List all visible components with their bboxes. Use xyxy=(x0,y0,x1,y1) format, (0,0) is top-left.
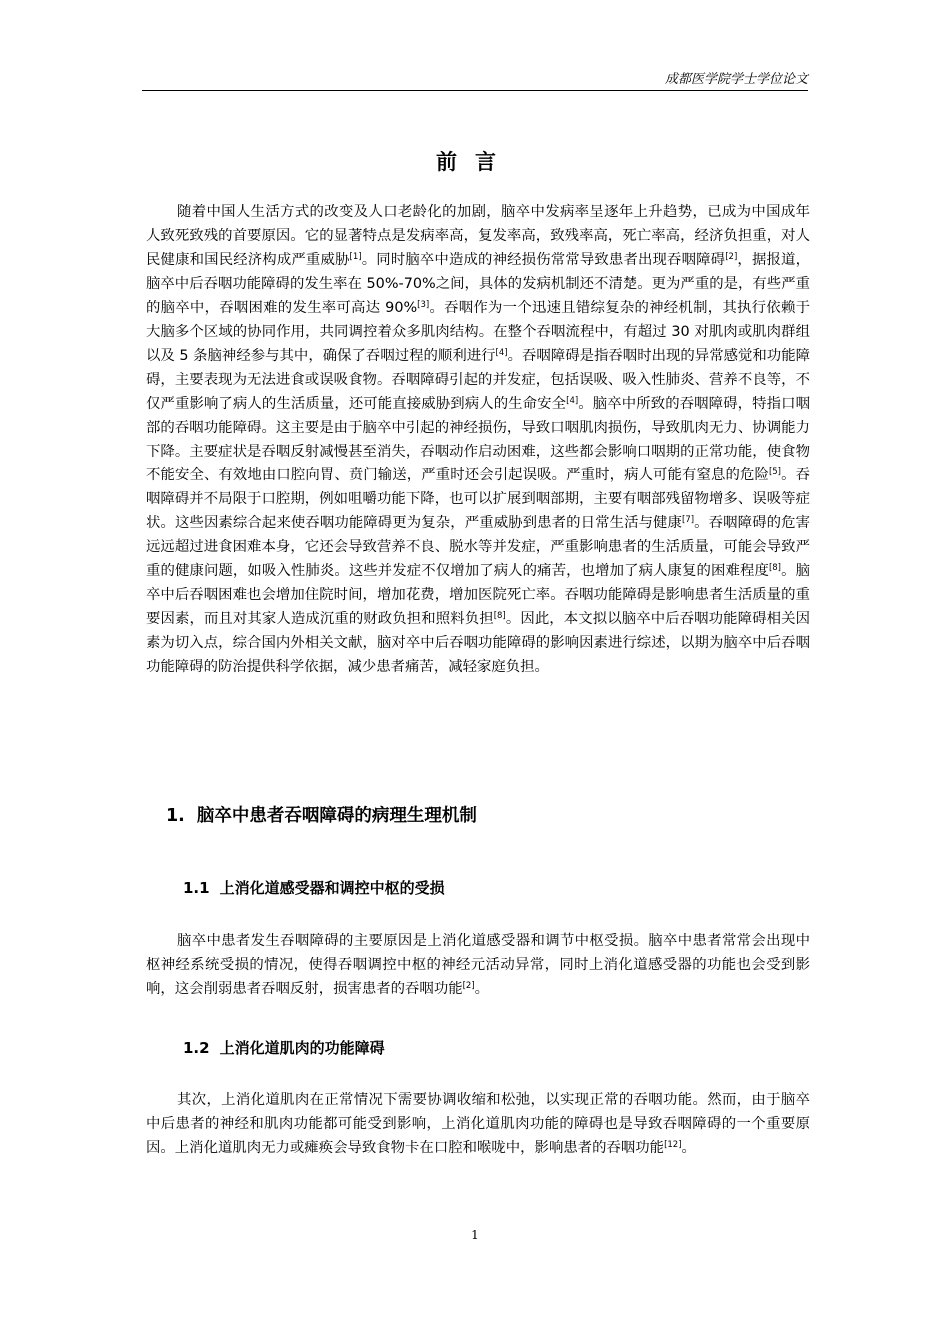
text-run: 。吞咽作为一个迅速且错综复杂的神经机制，其执行依赖于大脑多个区域的协同作用，共同调控着众多肌肉结构。在整个吞咽流程中，有超过 30 对肌肉或肌肉群组以及 5 条脑神经参与其中，确保了吞咽过程的顺利进行 xyxy=(146,299,810,364)
section-1-2-heading xyxy=(183,1037,385,1058)
text-run: 。同时脑卒中造成的神经损伤常常导致患者出现吞咽障碍 xyxy=(361,251,726,268)
section-1-number: 1. xyxy=(166,806,185,826)
section-1-2-title: 上消化道肌肉的功能障碍 xyxy=(219,1039,385,1057)
citation-marker: [2] xyxy=(725,251,738,262)
intro-section xyxy=(146,201,810,680)
text-run: 。脑卒中所致的吞咽障碍，特指口咽部的吞咽功能障碍。这主要是由于脑卒中引起的神经损伤，导致口咽肌肉损伤，导致肌肉无力、协调能力下降。主要症状是吞咽反射减慢甚至消失，吞咽动作启动困难，这些都会影响口咽期的正常功能，使食物不能安全、有效地由口腔向胃、贲门输送，严重时还会引起误吸。严重时，病人可能有窒息的危险 xyxy=(146,395,810,484)
citation-marker: [1] xyxy=(349,251,362,262)
section-1-2-body xyxy=(146,1089,810,1161)
citation-marker: [4] xyxy=(566,395,579,406)
citation-marker: [7] xyxy=(682,515,695,526)
text-run: 其次，上消化道肌肉在正常情况下需要协调收缩和松弛，以实现正常的吞咽功能。然而，由于脑卒中后患者的神经和肌肉功能都可能受到影响，上消化道肌肉功能的障碍也是导致吞咽障碍的一个重要原因。上消化道肌肉无力或瘫痪会导致食物卡在口腔和喉咙中，影响患者的吞咽功能 xyxy=(146,1092,810,1156)
citation-marker: [12] xyxy=(664,1139,682,1150)
text-run: 。 xyxy=(681,1139,696,1156)
section-1-1-heading xyxy=(183,877,445,898)
text-run: ，据报道，脑卒中后吞咽功能障碍的发生率在 50%-70%之间，具体的发病机制还不清楚。更为严重的是，有些严重的脑卒中，吞咽困难的发生率可高达 90% xyxy=(146,251,810,316)
text-run: 。脑卒中后吞咽困难也会增加住院时间，增加花费，增加医院死亡率。吞咽功能障碍是影响患者生活质量的重要因素，而且对其家人造成沉重的财政负担和照料负担 xyxy=(146,563,810,628)
text-run: 。吞咽障碍的危害远远超过进食困难本身，它还会导致营养不良、脱水等并发症，严重影响患者的生活质量，可能会导致严重的健康问题，如吸入性肺炎。这些并发症不仅增加了病人的痛苦，也增加了病人康复的困难程度 xyxy=(146,515,810,580)
intro-paragraph xyxy=(146,201,810,680)
text-run: 脑卒中患者发生吞咽障碍的主要原因是上消化道感受器和调节中枢受损。脑卒中患者常常会出现中枢神经系统受损的情况，使得吞咽调控中枢的神经元活动异常，同时上消化道感受器的功能也会受到影响，这会削弱患者吞咽反射，损害患者的吞咽功能 xyxy=(146,933,810,997)
citation-marker: [8] xyxy=(493,611,506,622)
running-header: 成都医学院学士学位论文 xyxy=(664,72,808,87)
section-1-title: 脑卒中患者吞咽障碍的病理生理机制 xyxy=(196,806,477,826)
text-run: 随着中国人生活方式的改变及人口老龄化的加剧，脑卒中发病率呈逐年上升趋势，已成为中国成年人致死致残的首要原因。它的显著特点是发病率高，复发率高，致残率高，死亡率高，经济负担重，对人民健康和国民经济构成严重威胁 xyxy=(146,204,810,268)
text-run: 。吞咽障碍并不局限于口腔期，例如咀嚼功能下降，也可以扩展到咽部期，主要有咽部残留物增多、误吸等症状。这些因素综合起来使吞咽功能障碍更为复杂，严重威胁到患者的日常生活与健康 xyxy=(146,467,810,532)
text-run: 。因此，本文拟以脑卒中后吞咽功能障碍相关因素为切入点，综合国内外相关文献，脑对卒中后吞咽功能障碍的影响因素进行综述，以期为脑卒中后吞咽功能障碍的防治提供科学依据，减少患者痛苦，减轻家庭负担。 xyxy=(146,611,810,676)
citation-marker: [3] xyxy=(417,299,430,310)
citation-marker: [8] xyxy=(768,563,781,574)
citation-marker: [2] xyxy=(462,980,475,991)
citation-marker: [5] xyxy=(768,467,781,478)
text-run: 。 xyxy=(474,980,490,997)
section-1-heading xyxy=(166,802,477,827)
section-1-2-number: 1.2 xyxy=(183,1039,210,1057)
citation-marker: [4] xyxy=(495,347,508,358)
section-1-2-paragraph xyxy=(146,1089,810,1161)
text-run: 。吞咽障碍是指吞咽时出现的异常感觉和功能障碍，主要表现为无法进食或误吸食物。吞咽障碍引起的并发症，包括误吸、吸入性肺炎、营养不良等，不仅严重影响了病人的生活质量，还可能直接威胁到病人的生命安全 xyxy=(146,347,810,412)
header-rule xyxy=(142,90,808,91)
section-1-1-number: 1.1 xyxy=(183,879,210,897)
section-1-1-title: 上消化道感受器和调控中枢的受损 xyxy=(219,879,445,897)
page-number: 1 xyxy=(471,1228,479,1242)
section-1-1-paragraph xyxy=(146,930,810,1002)
section-1-1-body xyxy=(146,930,810,1002)
page-title: 前言 xyxy=(436,150,514,174)
